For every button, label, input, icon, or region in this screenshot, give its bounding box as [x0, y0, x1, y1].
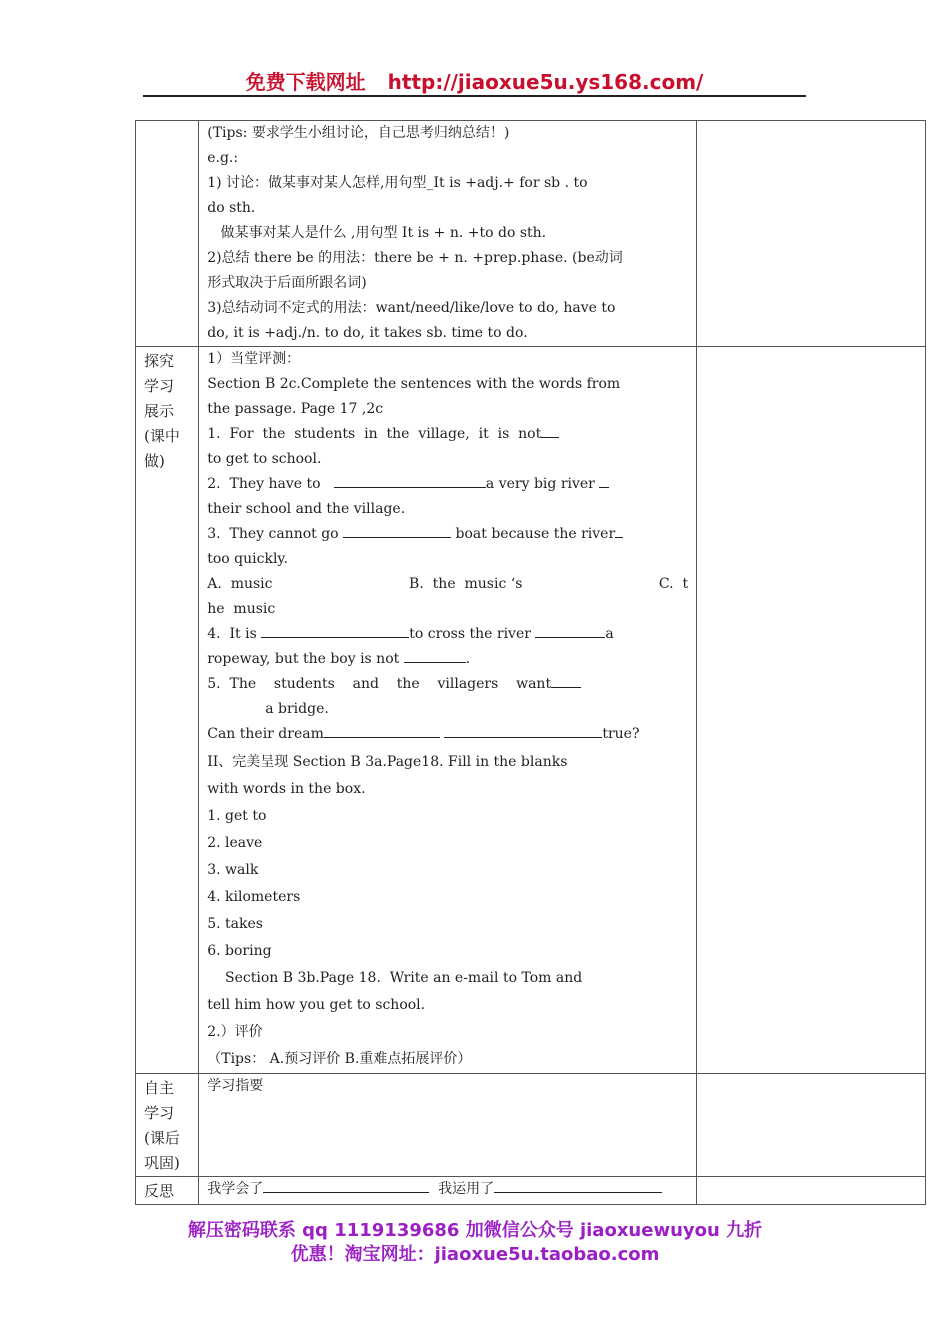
row1-side-cell — [136, 121, 199, 347]
side-label: (课后 — [144, 1129, 180, 1147]
question-3-text-b: boat because the river — [455, 526, 616, 542]
question-4-text-b: to cross the river — [409, 626, 531, 642]
question-5-cont: a bridge. — [265, 701, 329, 717]
question-4-text-e: . — [465, 651, 471, 667]
answer-blank[interactable] — [261, 623, 409, 638]
question-3-cont: too quickly. — [207, 551, 288, 567]
tips-line: (Tips: 要求学生小组讨论，自己思考归纳总结！) — [207, 125, 510, 141]
side-label: 自主 — [144, 1079, 175, 1097]
learned-blank[interactable] — [263, 1178, 429, 1193]
row4-content-cell — [199, 1177, 697, 1205]
row2-content-cell — [199, 347, 697, 1074]
section-3b-line-2: tell him how you get to school. — [207, 997, 426, 1013]
question-4 — [207, 622, 688, 647]
word-item: 6. boring — [207, 943, 272, 959]
side-label: 探究 — [144, 352, 175, 370]
section-3a-line-1: II、完美呈现 Section B 3a.Page18. Fill in the blanks — [207, 754, 568, 770]
question-5-text: 5. The students and the villagers want — [207, 676, 552, 692]
summary-line-4: 2)总结 there be 的用法：there be + n. +prep.phase. (be动词 — [207, 250, 623, 266]
word-item: 5. takes — [207, 916, 263, 932]
row1-content-cell — [199, 121, 697, 347]
learned-label: 我学会了 — [207, 1181, 264, 1197]
summary-line-1: 1) 讨论：做某事对某人怎样,用句型_It is +adj.+ for sb . to — [207, 175, 588, 191]
row3-side-cell — [136, 1074, 199, 1177]
question-1-text: 1. For the students in the village, it is not — [207, 426, 542, 442]
eg-line: e.g.: — [207, 150, 239, 166]
table-row-reflection — [136, 1177, 926, 1205]
header-url-link[interactable]: http://jiaoxue5u.ys168.com/ — [387, 70, 704, 94]
row3-content-cell — [199, 1074, 697, 1177]
table-row-explore — [136, 347, 926, 1074]
question-3-text: 3. They cannot go — [207, 526, 339, 542]
question-2-text: 2. They have to — [207, 476, 321, 492]
reflection-line — [207, 1177, 688, 1202]
header-banner — [143, 66, 806, 95]
side-label: 展示 — [144, 402, 175, 420]
question-5-text-d: true? — [602, 726, 640, 742]
answer-blank[interactable] — [541, 423, 559, 438]
answer-blank[interactable] — [404, 648, 466, 663]
question-2-cont: their school and the village. — [207, 501, 406, 517]
word-item: 2. leave — [207, 835, 263, 851]
question-1-cont: to get to school. — [207, 451, 322, 467]
footer-line-1: 解压密码联系 qq 1119139686 加微信公众号 jiaoxuewuyou 九折 — [187, 1220, 763, 1241]
answer-blank[interactable] — [599, 473, 609, 488]
table-row-summary — [136, 121, 926, 347]
header-label: 免费下载网址 — [245, 70, 366, 94]
option-c: C. t — [658, 576, 689, 592]
question-5 — [207, 672, 688, 697]
answer-blank[interactable] — [444, 723, 602, 738]
answer-blank[interactable] — [334, 473, 486, 488]
side-label: 巩固) — [144, 1154, 180, 1172]
summary-line-7: do, it is +adj./n. to do, it takes sb. time to do. — [207, 325, 528, 341]
word-item: 1. get to — [207, 808, 267, 824]
question-4-cont — [207, 647, 688, 672]
side-label: 做) — [144, 452, 165, 470]
summary-line-6: 3)总结动词不定式的用法：want/need/like/love to do, have to — [207, 300, 616, 316]
study-guide-label: 学习指要 — [207, 1078, 264, 1094]
footer-promo — [100, 1219, 850, 1267]
section-3a-line-2: with words in the box. — [207, 781, 366, 797]
row4-side-cell — [136, 1177, 199, 1205]
row1-notes-cell — [697, 121, 926, 347]
row2-notes-cell — [697, 347, 926, 1074]
side-label: 学习 — [144, 377, 175, 395]
word-item: 3. walk — [207, 862, 259, 878]
section-3b-line-1: Section B 3b.Page 18. Write an e-mail to Tom and — [207, 970, 583, 986]
section-2c-line-1: Section B 2c.Complete the sentences with the words from — [207, 376, 621, 392]
applied-label: 我运用了 — [438, 1181, 495, 1197]
answer-blank[interactable] — [343, 523, 451, 538]
answer-blank[interactable] — [551, 673, 581, 688]
question-4-text: 4. It is — [207, 626, 257, 642]
row4-notes-cell — [697, 1177, 926, 1205]
answer-blank[interactable] — [535, 623, 605, 638]
summary-line-3: 做某事对某人是什么 ,用句型 It is + n. +to do sth. — [207, 225, 547, 241]
summary-line-2: do sth. — [207, 200, 256, 216]
lesson-table — [135, 120, 926, 1205]
question-5-text-c: Can their dream — [207, 726, 324, 742]
applied-blank[interactable] — [494, 1178, 662, 1193]
option-a: A. music — [207, 576, 273, 592]
question-4-text-c: a — [605, 626, 614, 642]
footer-line-2: 优惠！淘宝网址：jiaoxue5u.taobao.com — [290, 1244, 660, 1265]
word-item: 4. kilometers — [207, 889, 301, 905]
options-line — [207, 572, 688, 597]
question-4-text-d: ropeway, but the boy is not — [207, 651, 400, 667]
option-c-cont: he music — [207, 601, 276, 617]
answer-blank[interactable] — [324, 723, 440, 738]
question-3 — [207, 522, 688, 547]
section-2c-line-2: the passage. Page 17 ,2c — [207, 401, 384, 417]
question-5-dream — [207, 722, 688, 747]
eval-heading: 1）当堂评测： — [207, 351, 301, 367]
summary-line-5: 形式取决于后面所跟名词) — [207, 275, 367, 291]
header-divider — [143, 95, 806, 97]
question-2-text-b: a very big river — [485, 476, 595, 492]
question-1 — [207, 422, 688, 447]
evaluation-heading: 2.）评价 — [207, 1024, 263, 1040]
side-label: (课中 — [144, 427, 180, 445]
option-b: B. the music ‘s — [409, 576, 523, 592]
evaluation-tips: （Tips： A.预习评价 B.重难点拓展评价） — [207, 1051, 472, 1067]
side-label: 反思 — [144, 1182, 175, 1200]
side-label: 学习 — [144, 1104, 175, 1122]
row2-side-cell — [136, 347, 199, 1074]
question-2 — [207, 472, 688, 497]
answer-blank[interactable] — [615, 523, 623, 538]
row3-notes-cell — [697, 1074, 926, 1177]
table-row-self-study — [136, 1074, 926, 1177]
